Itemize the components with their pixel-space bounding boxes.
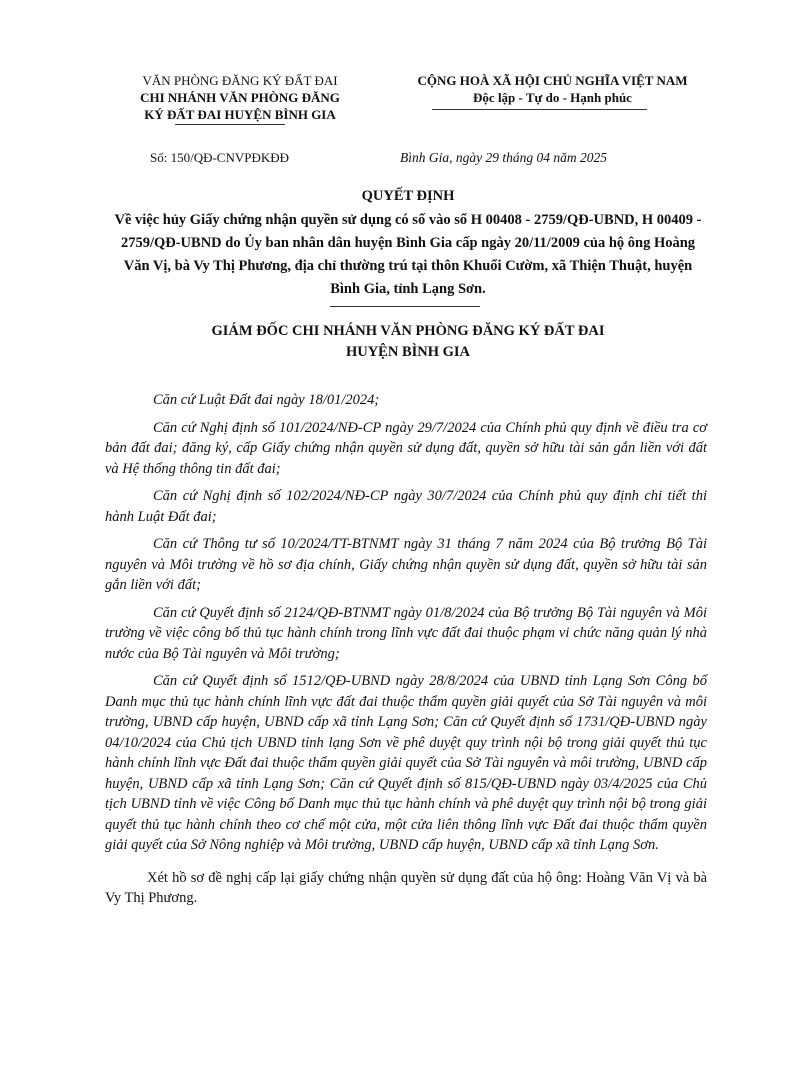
motto-underline xyxy=(432,109,647,110)
legal-basis-paragraph: Căn cứ Nghị định số 102/2024/NĐ-CP ngày 30/7/2024 của Chính phủ quy định chi tiết thi hành Luật Đất đai; xyxy=(105,488,707,525)
legal-basis-paragraph: Căn cứ Thông tư số 10/2024/TT-BTNMT ngày 31 tháng 7 năm 2024 của Bộ trưởng Bộ Tài nguyên và Môi trường về hồ sơ địa chính, Giấy chứng nhận quyền sử dụng đất, quyền sở hữu tài sản gắn liền với đất; xyxy=(105,536,707,593)
legal-basis-paragraph: Căn cứ Luật Đất đai ngày 18/01/2024; xyxy=(153,392,380,408)
national-title: CỘNG HOÀ XÃ HỘI CHỦ NGHĨA VIỆT NAM xyxy=(417,73,688,88)
legal-basis-paragraph: Căn cứ Quyết định số 2124/QĐ-BTNMT ngày 01/8/2024 của Bộ trưởng Bộ Tài nguyên và Môi trường về việc công bố thủ tục hành chính trong lĩnh vực đất đai thuộc phạm vi chức năng quản lý nhà nước của Bộ Tài nguyên và Môi trường; xyxy=(105,604,707,662)
legal-basis-paragraph: Căn cứ Quyết định số 1512/QĐ-UBND ngày 28/8/2024 của UBND tỉnh Lạng Sơn Công bố Danh mục thủ tục hành chính lĩnh vực đất đai thuộc thẩm quyền giải quyết của Sở Tài nguyên và môi trường, UBND cấp huyện, UBND cấp xã tỉnh Lạng Sơn; Căn cứ Quyết định số 1731/QĐ-UBND ngày 04/10/2024 của Chủ tịch UBND tỉnh lạng Sơn về phê duyệt quy trình nội bộ trong giải quyết thủ tục hành chính lĩnh vực Đất đai thuộc thẩm quyền giải quyết của Sở Tài nguyên và môi trường, UBND cấp huyện, UBND cấp xã tỉnh Lạng Sơn; Căn cứ Quyết định số 815/QĐ-UBND ngày 03/4/2025 của Chủ tịch UBND tỉnh về việc Công bố Danh mục thủ tục hành chính và phê duyệt quy trình nội bộ trong giải quyết thủ tục hành chính theo cơ chế một cửa, một cửa liên thông lĩnh vực Đất đai thuộc thẩm quyền giải quyết của Sở Nông nghiệp và Môi trường, UBND cấp huyện, UBND cấp xã tỉnh Lạng Sơn. xyxy=(105,673,707,853)
document-title: QUYẾT ĐỊNH xyxy=(361,188,455,204)
agency-line-2: CHI NHÁNH VĂN PHÒNG ĐĂNG xyxy=(140,90,340,105)
document-date: Bình Gia, ngày 29 tháng 04 năm 2025 xyxy=(400,150,607,165)
legal-basis-paragraph: Căn cứ Nghị định số 101/2024/NĐ-CP ngày 29/7/2024 của Chính phủ quy định về điều tra cơ bản đất đai; đăng ký, cấp Giấy chứng nhận quyền sử dụng đất, quyền sở hữu tài sản gắn liền với đất và Hệ thống thông tin đất đai; xyxy=(105,419,707,477)
subject-underline xyxy=(330,306,480,307)
national-motto: Độc lập - Tự do - Hạnh phúc xyxy=(473,90,632,105)
authority-line-2: HUYỆN BÌNH GIA xyxy=(345,344,471,360)
document-number: Số: 150/QĐ-CNVPĐKĐĐ xyxy=(150,150,290,165)
document-subject: Về việc hủy Giấy chứng nhận quyền sử dụng có số vào sổ H 00408 - 2759/QĐ-UBND, H 00409 - 2759/QĐ-UBND do Ủy ban nhân dân huyện Bình Gia cấp ngày 20/11/2009 của hộ ông Hoàng Văn Vị, bà Vy Thị Phương, địa chỉ thường trú tại thôn Khuổi Cườm, xã Thiện Thuật, huyện Bình Gia, tỉnh Lạng Sơn. xyxy=(114,212,702,297)
national-header xyxy=(380,72,725,106)
document-body xyxy=(105,390,707,916)
issuing-agency xyxy=(95,72,385,123)
issuing-authority xyxy=(108,321,708,363)
consideration-paragraph: Xét hồ sơ đề nghị cấp lại giấy chứng nhận quyền sử dụng đất của hộ ông: Hoàng Văn Vị và bà Vy Thị Phương. xyxy=(105,869,707,906)
agency-line-1: VĂN PHÒNG ĐĂNG KÝ ĐẤT ĐAI xyxy=(142,73,338,88)
agency-underline xyxy=(175,124,285,125)
agency-line-3: KÝ ĐẤT ĐAI HUYỆN BÌNH GIA xyxy=(144,107,336,122)
authority-line-1: GIÁM ĐỐC CHI NHÁNH VĂN PHÒNG ĐĂNG KÝ ĐẤT ĐAI xyxy=(211,323,605,339)
